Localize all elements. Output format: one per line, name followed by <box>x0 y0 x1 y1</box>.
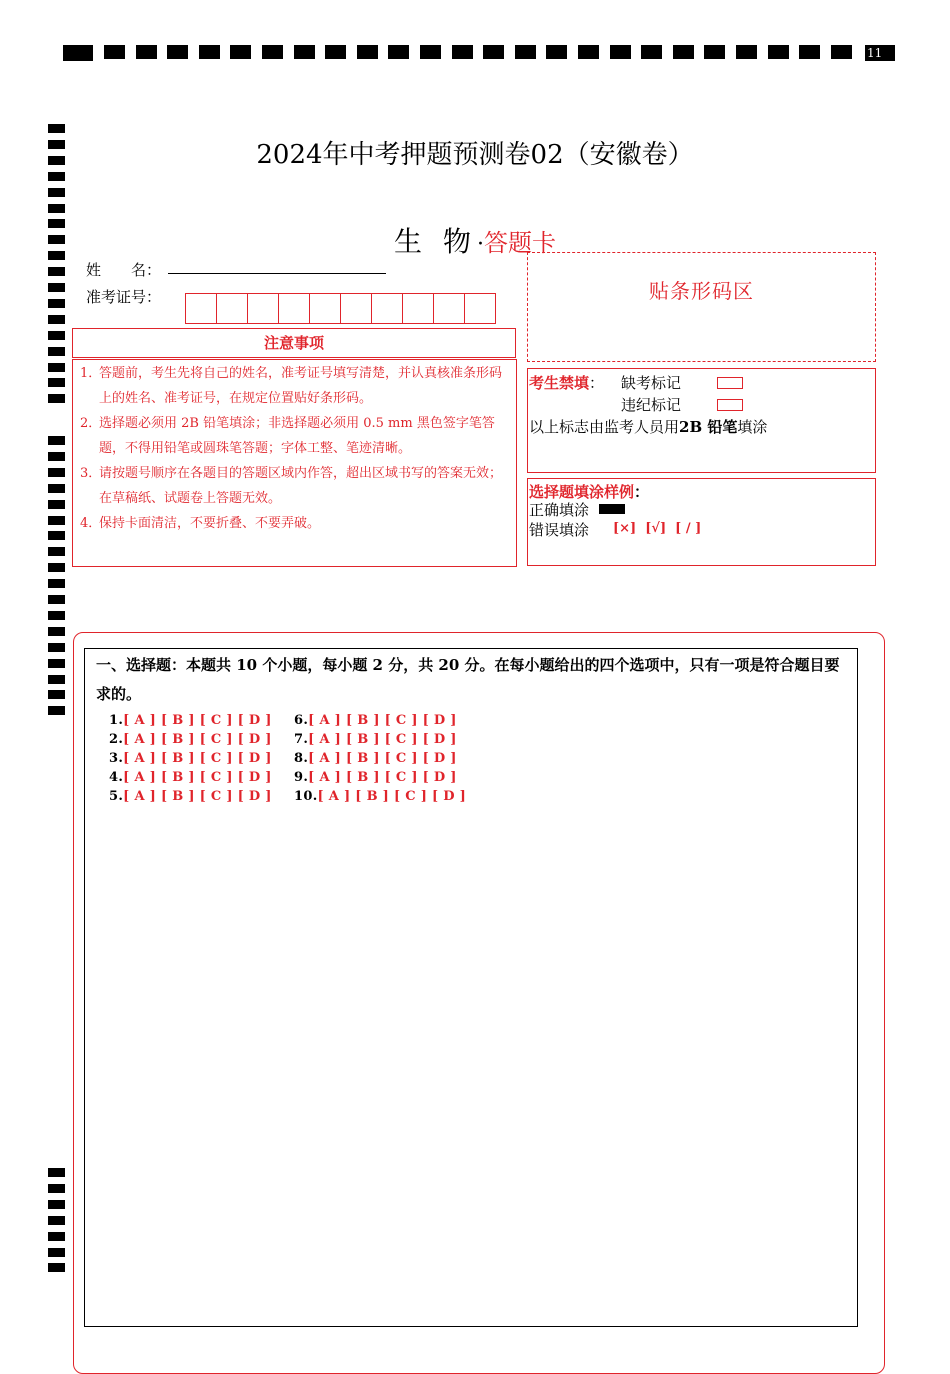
timing-mark <box>48 315 65 324</box>
top-timing-marks <box>63 45 895 61</box>
timing-mark <box>48 378 65 387</box>
question-10[interactable]: 10.[ A ] [ B ] [ C ] [ D ] <box>294 789 467 804</box>
exam-id-digit-box[interactable] <box>371 293 403 324</box>
timing-mark <box>578 45 599 59</box>
exam-id-digit-box[interactable] <box>278 293 310 324</box>
timing-mark <box>641 45 662 59</box>
exam-id-digit-box[interactable] <box>464 293 496 324</box>
exam-id-digit-box[interactable] <box>216 293 248 324</box>
timing-mark <box>48 1232 65 1241</box>
barcode-label: 贴条形码区 <box>649 279 754 303</box>
question-8[interactable]: 8.[ A ] [ B ] [ C ] [ D ] <box>294 751 457 766</box>
timing-mark <box>167 45 188 59</box>
timing-mark <box>230 45 251 59</box>
timing-mark <box>48 516 65 525</box>
timing-mark <box>48 347 65 356</box>
correct-fill-sample <box>599 504 625 514</box>
timing-mark <box>357 45 378 59</box>
notice-item-4: 4． 保持卡面清洁，不要折叠、不要弄破。 <box>80 516 321 531</box>
left-timing-marks-middle <box>48 436 65 721</box>
timing-mark <box>199 45 220 59</box>
timing-mark <box>48 547 65 556</box>
timing-mark <box>420 45 441 59</box>
timing-mark <box>262 45 283 59</box>
timing-mark <box>48 595 65 604</box>
forbidden-label: 考生禁填： <box>529 374 605 392</box>
question-9[interactable]: 9.[ A ] [ B ] [ C ] [ D ] <box>294 770 457 785</box>
page-number: 11 <box>865 45 895 61</box>
subject-name: 生 物 <box>394 225 477 258</box>
question-3[interactable]: 3.[ A ] [ B ] [ C ] [ D ] <box>109 751 272 766</box>
timing-mark <box>452 45 473 59</box>
timing-mark <box>48 1216 65 1225</box>
timing-mark <box>48 531 65 540</box>
timing-mark <box>48 1200 65 1209</box>
timing-mark <box>63 45 93 61</box>
timing-mark <box>48 172 65 181</box>
exam-id-digit-box[interactable] <box>309 293 341 324</box>
timing-mark <box>610 45 631 59</box>
timing-mark <box>388 45 409 59</box>
timing-mark <box>48 124 65 133</box>
timing-mark <box>48 563 65 572</box>
timing-mark <box>673 45 694 59</box>
timing-mark <box>831 45 852 59</box>
section-1-heading: 一、选择题：本题共 10 个小题，每小题 2 分，共 20 分。在每小题给出的四个选项中，只有一项是符合题目要求的。 <box>96 656 840 703</box>
forbidden-fill-box <box>527 368 876 473</box>
exam-title: 2024年中考押题预测卷02（安徽卷） <box>256 140 694 170</box>
question-2[interactable]: 2.[ A ] [ B ] [ C ] [ D ] <box>109 732 272 747</box>
timing-mark <box>48 299 65 308</box>
exam-id-digit-box[interactable] <box>340 293 372 324</box>
timing-mark <box>48 579 65 588</box>
question-4[interactable]: 4.[ A ] [ B ] [ C ] [ D ] <box>109 770 272 785</box>
timing-mark <box>48 643 65 652</box>
timing-mark <box>48 363 65 372</box>
absent-mark-checkbox[interactable] <box>717 377 743 389</box>
timing-mark <box>48 331 65 340</box>
left-timing-marks-lower <box>48 1168 65 1278</box>
question-5[interactable]: 5.[ A ] [ B ] [ C ] [ D ] <box>109 789 272 804</box>
notice-item-1: 1． 答题前，考生先将自己的姓名，准考证号填写清楚，并认真核准条形码上的姓名、准考证号，在规定位置贴好条形码。 <box>80 366 503 406</box>
timing-mark <box>48 394 65 403</box>
timing-mark <box>48 188 65 197</box>
wrong-fill-samples: [×] [√] [ / ] <box>613 521 702 536</box>
violation-mark-checkbox[interactable] <box>717 399 743 411</box>
timing-mark <box>48 468 65 477</box>
timing-mark <box>48 706 65 715</box>
timing-mark <box>48 1248 65 1257</box>
timing-mark <box>48 627 65 636</box>
notice-box <box>72 359 517 567</box>
notice-heading: 注意事项 <box>72 328 516 358</box>
subject-separator: · <box>476 232 484 257</box>
violation-mark-label: 违纪标记 <box>621 396 682 414</box>
section-1-answer-area <box>84 648 858 1327</box>
timing-mark <box>104 45 125 59</box>
name-field[interactable] <box>168 273 386 274</box>
timing-mark <box>704 45 725 59</box>
timing-mark <box>325 45 346 59</box>
timing-mark <box>48 204 65 213</box>
forbidden-note: 以上标志由监考人员用2B 铅笔填涂 <box>529 418 768 436</box>
fill-sample-box <box>527 478 876 566</box>
fill-sample-label: 选择题填涂样例： <box>529 483 650 501</box>
timing-mark <box>48 690 65 699</box>
name-label: 姓 名： <box>86 261 162 279</box>
timing-mark <box>48 611 65 620</box>
notice-item-3: 3． 请按题号顺序在各题目的答题区域内作答，超出区域书写的答案无效；在草稿纸、试题卷上答题无效。 <box>80 466 503 506</box>
notice-item-2: 2． 选择题必须用 2B 铅笔填涂；非选择题必须用 0.5 mm 黑色签字笔答题，不得用铅笔或圆珠笔答题；字体工整、笔迹清晰。 <box>80 416 495 456</box>
timing-mark <box>48 675 65 684</box>
correct-fill-label: 正确填涂 <box>529 501 590 519</box>
timing-mark <box>483 45 504 59</box>
timing-mark <box>768 45 789 59</box>
absent-mark-label: 缺考标记 <box>621 374 682 392</box>
question-1[interactable]: 1.[ A ] [ B ] [ C ] [ D ] <box>109 713 272 728</box>
exam-id-digit-box[interactable] <box>433 293 465 324</box>
barcode-area <box>527 252 876 362</box>
exam-id-digit-box[interactable] <box>185 293 217 324</box>
exam-id-digit-box[interactable] <box>247 293 279 324</box>
timing-mark <box>736 45 757 59</box>
timing-mark <box>48 1184 65 1193</box>
timing-mark <box>48 267 65 276</box>
timing-mark <box>48 500 65 509</box>
timing-mark <box>515 45 536 59</box>
exam-id-digit-box[interactable] <box>402 293 434 324</box>
timing-mark <box>546 45 567 59</box>
timing-mark <box>48 283 65 292</box>
wrong-fill-label: 错误填涂 <box>529 521 590 539</box>
timing-mark <box>48 1168 65 1177</box>
timing-mark <box>48 484 65 493</box>
timing-mark <box>48 452 65 461</box>
timing-mark <box>48 659 65 668</box>
question-7[interactable]: 7.[ A ] [ B ] [ C ] [ D ] <box>294 732 457 747</box>
answer-card-label: 答题卡 <box>483 229 556 257</box>
timing-mark <box>799 45 820 59</box>
question-6[interactable]: 6.[ A ] [ B ] [ C ] [ D ] <box>294 713 457 728</box>
exam-id-label: 准考证号： <box>86 288 162 306</box>
timing-mark <box>48 436 65 445</box>
timing-mark <box>294 45 315 59</box>
timing-mark <box>136 45 157 59</box>
timing-mark <box>48 1263 65 1272</box>
exam-id-boxes <box>185 293 495 324</box>
